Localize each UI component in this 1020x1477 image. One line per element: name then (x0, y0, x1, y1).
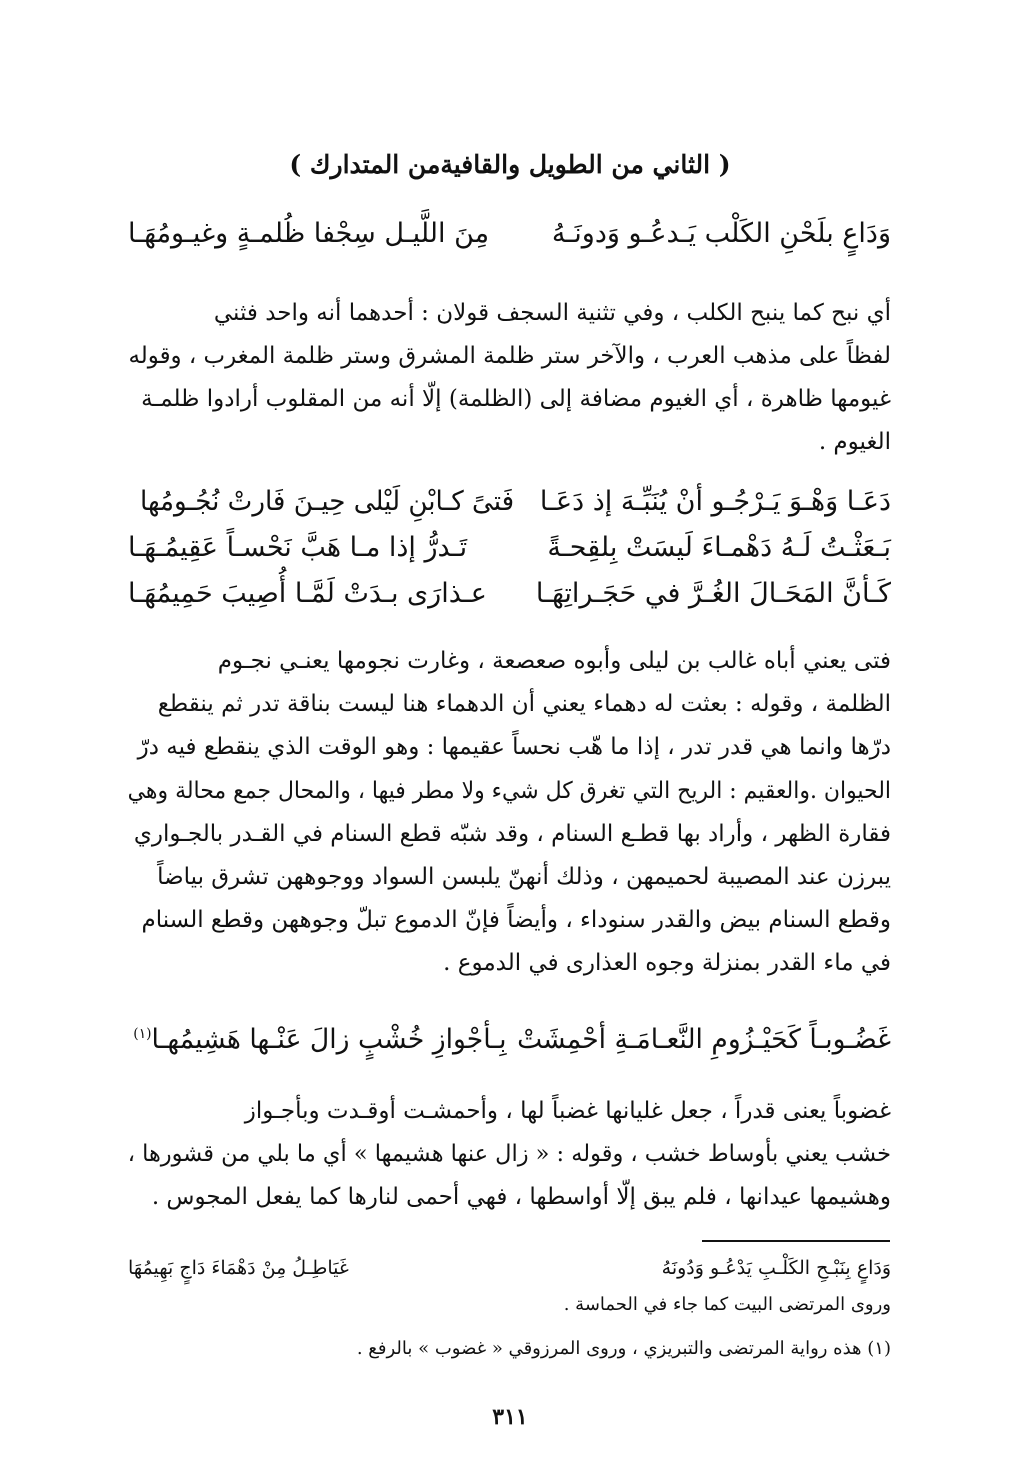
verse-second-hemistich: فَتىً كـابْنِ لَيْلى حِيـنَ فَارتْ نُجُـومُها (139, 485, 515, 517)
verse-first-hemistich: بَـعَثْـتُ لَـهُ دَهْمـاءَ لَيسَتْ بِلقِحـةً (547, 531, 891, 563)
footnote-verse (128, 1252, 891, 1284)
paragraph-line: وهشيمها عيدانها ، فلم يبق إلّا أواسطها ، فهي أحمى لنارها كما يفعل المجوس . (151, 1184, 891, 1210)
footnote-marker: (١) (133, 1025, 152, 1042)
paragraph-line: فقارة الظهر ، وأراد بها قطـع السنام ، وقد شبّه قطع السنام في القـدر بالجـواري (133, 820, 891, 847)
paragraph-line: في ماء القدر بمنزلة وجوه العذارى في الدموع . (443, 950, 891, 977)
verse-second-hemistich: عـذارَى بـدَتْ لَمَّـا أُصِيبَ حَمِيمُهَـا (128, 577, 487, 609)
verse-first-hemistich: دَعَـا وَهْـوَ يَـرْجُـو أنْ يُنَبِّـهَ إذ دَعَـا (539, 485, 891, 517)
verse-line (128, 522, 891, 572)
paragraph-line: لفظاً على مذهب العرب ، والآخر ستر ظلمة المشرق وستر ظلمة المغرب ، وقوله (128, 343, 891, 369)
paragraph-line: خشب يعني بأوساط خشب ، وقوله : « زال عنها هشيمها » أي ما بلي من قشورها ، (127, 1141, 892, 1167)
verse-second-hemistich: تَـدرُّ إذا مـا هَبَّ نَحْسـاً عَقِيمُـهَـا (128, 531, 468, 563)
paragraph-line: درّها وانما هي قدر تدر ، إذا ما هّب نحساً عقيمها : وهو الوقت الذي ينقطع فيه درّ (137, 734, 891, 761)
paragraph-line: أي نبح كما ينبح الكلب ، وفي تثنية السجف قولان : أحدهما أنه واحد فثني (213, 300, 891, 326)
footnote-verse-first-hemistich: وَدَاعٍ بِنَبْـحِ الكَلْـبِ يَدْعُـو وَدُونَهُ (661, 1257, 891, 1279)
verse-first-hemistich: غَضُـوبـاً كَحَيْـزُومِ النَّعـامَـةِ أحْمِشَتْ (517, 1023, 891, 1055)
verse-second-hemistich (133, 1024, 506, 1055)
verse-line (128, 476, 891, 526)
commentary-paragraph (128, 1090, 891, 1219)
verse-line (128, 1014, 891, 1064)
footnote-line: (١) هذه رواية المرتضى والتبريزي ، وروى المرزوقي « غضوب » بالرفع . (356, 1338, 891, 1359)
paragraph-line: وقطع السنام بيض والقدر سنوداء ، وأيضاً فإنّ الدموع تبلّ وجوههن وقطع السنام (141, 907, 891, 934)
paragraph-line: يبرزن عند المصيبة لحميمهن ، وذلك أنهنّ يلبسن السواد ووجوههن تشرق بياضاً (157, 864, 891, 891)
footnote-line: وروى المرتضى البيت كما جاء في الحماسة . (563, 1294, 891, 1315)
verse-line (128, 568, 891, 618)
paragraph-line: غيومها ظاهرة ، أي الغيوم مضافة إلى (الظلمة) إلّا أنه من المقلوب أرادوا ظلمـة (141, 386, 891, 412)
footnote-divider (702, 1240, 890, 1242)
footnote-verse-second-hemistich: غَيَاطِـلُ مِنْ دَهْمَاءَ دَاجٍ بَهِيمُهَا (128, 1257, 349, 1279)
paragraph-line: الحيوان .والعقيم : الريح التي تغرق كل شيء ولا مطر فيها ، والمحال جمع محالة وهي (127, 777, 892, 804)
paragraph-line: فتى يعني أباه غالب بن ليلى وأبوه صعصعة ، وغارت نجومها يعنـي نجـوم (217, 648, 891, 674)
verse-first-hemistich: وَدَاعٍ بلَحْنِ الكَلْب يَـدعُـو وَدونَـهُ (551, 217, 891, 249)
section-title: ( الثاني من الطويل والقافيةمن المتدارك ) (289, 150, 731, 179)
verse-first-hemistich: كَـأنَّ المَحَـالَ الغُـرَّ في حَجَـراتِهَـا (535, 577, 891, 609)
verse-line (128, 208, 891, 258)
commentary-paragraph (128, 640, 891, 986)
verse-second-hemistich-text: بِـأجْوازِ خُشْبٍ زالَ عَنْـها هَشِيمُهـا (151, 1023, 507, 1055)
commentary-paragraph (128, 292, 891, 464)
paragraph-line: غضوباً يعنى قدراً ، جعل غليانها غضباً لها ، وأحمشـت أوقـدت وبأجـواز (244, 1098, 891, 1124)
paragraph-line: الغيوم . (818, 429, 891, 455)
page-number: ٣١١ (492, 1404, 528, 1430)
verse-second-hemistich: مِنَ اللَّيـل سِجْفا ظُلمـةٍ وغيـومُهَـا (128, 217, 490, 249)
paragraph-line: الظلمة ، وقوله : بعثت له دهماء يعني أن الدهماء هنا ليست بناقة تدر ثم ينقطع (157, 691, 891, 718)
